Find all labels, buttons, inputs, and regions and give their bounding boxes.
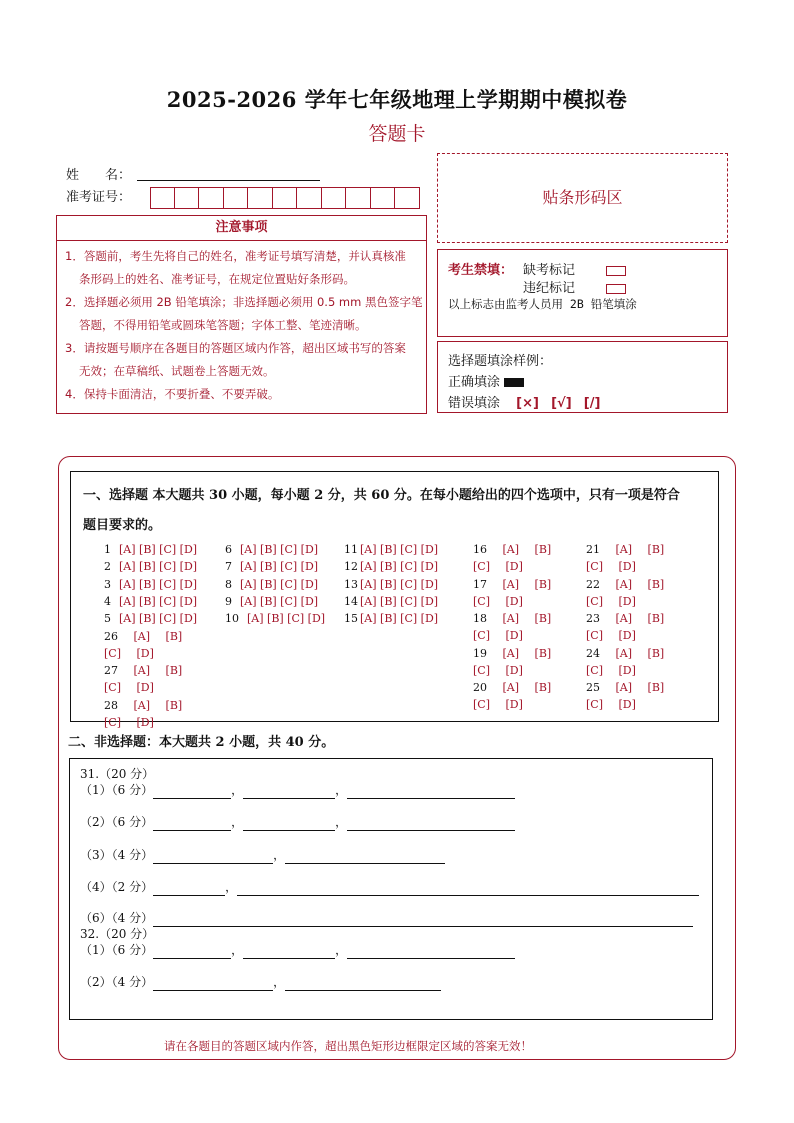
answer-options[interactable]: [A] [B] [C] [D] (586, 681, 665, 712)
choice-question (104, 610, 197, 627)
wrong-mark-slash: [/] (583, 396, 601, 411)
choice-question (586, 576, 696, 610)
choice-question (344, 541, 438, 558)
name-field[interactable] (137, 180, 320, 181)
question-number: 19 (473, 646, 487, 660)
question-number: 7 (225, 560, 232, 574)
nonchoice-section (69, 758, 713, 1020)
choice-section-header-cont: 题目要求的。 (83, 518, 162, 533)
violation-mark-box[interactable] (606, 284, 626, 294)
id-digit-cell[interactable] (248, 187, 273, 209)
q32-part1 (80, 941, 515, 959)
answer-options[interactable]: [A] [B] [C] [D] (473, 612, 552, 643)
answer-options[interactable]: [A] [B] [C] [D] (360, 560, 439, 574)
answer-options[interactable]: [A] [B] [C] [D] (104, 629, 183, 660)
answer-options[interactable]: [A] [B] [C] [D] (240, 560, 319, 574)
question-number: 4 (104, 594, 111, 608)
answer-options[interactable]: [A] [B] [C] [D] (119, 612, 198, 626)
notice-item (57, 383, 426, 406)
choice-question (104, 628, 214, 662)
forbidden-label: 考生禁填： (448, 263, 514, 278)
correct-fill-label: 正确填涂 (448, 375, 501, 390)
choice-question (225, 558, 318, 575)
answer-blank[interactable] (153, 976, 273, 991)
answer-options[interactable]: [A] [B] [C] [D] (104, 664, 183, 695)
comma: ， (231, 943, 244, 957)
choice-question (344, 576, 438, 593)
fill-sample-box (437, 341, 728, 413)
answer-options[interactable]: [A] [B] [C] [D] (240, 594, 319, 608)
choice-question (104, 558, 197, 575)
notice-item-line: 2．选择题必须用 2B 铅笔填涂；非选择题必须用 0.5 mm 黑色签字笔 (65, 295, 423, 309)
question-number: 27 (104, 664, 118, 678)
notice-item-line: 3．请按题号顺序在各题目的答题区域内作答，超出区域书写的答案 (65, 341, 406, 355)
id-digit-cell[interactable] (297, 187, 322, 209)
question-number: 10 (225, 612, 239, 626)
choice-question (473, 679, 583, 713)
answer-blank[interactable] (237, 881, 699, 896)
id-digit-cell[interactable] (224, 187, 249, 209)
notice-title: 注意事项 (57, 216, 426, 241)
q31-part4 (80, 878, 699, 896)
id-label: 准考证号： (66, 190, 132, 205)
notice-item-line: 无效；在草稿纸、试题卷上答题无效。 (79, 364, 275, 378)
id-digit-cell[interactable] (273, 187, 298, 209)
question-number: 1 (104, 543, 111, 556)
answer-options[interactable]: [A] [B] [C] [D] (360, 594, 439, 608)
question-number: 3 (104, 577, 111, 591)
question-number: 12 (344, 560, 358, 574)
choice-question (104, 541, 197, 558)
choice-question (104, 662, 214, 696)
choice-question (344, 610, 438, 627)
choice-section (70, 471, 719, 729)
q31-part4-label: （4）（2 分） (80, 880, 154, 894)
nonchoice-section-header: 二、非选择题：本大题共 2 小题，共 40 分。 (68, 735, 335, 750)
choice-question (225, 593, 318, 610)
forbidden-box (437, 249, 728, 337)
forbidden-note: 以上标志由监考人员用 2B 铅笔填涂 (448, 297, 637, 311)
answer-options[interactable]: [A] [B] [C] [D] (586, 577, 665, 608)
absent-label: 缺考标记 (523, 263, 576, 278)
answer-options[interactable]: [A] [B] [C] [D] (119, 560, 198, 574)
comma: ， (231, 815, 244, 829)
page-title: 2025-2026 学年七年级地理上学期期中模拟卷 (166, 87, 628, 112)
fill-sample-title: 选择题填涂样例： (448, 354, 553, 369)
answer-options[interactable]: [A] [B] [C] [D] (119, 594, 198, 608)
id-digit-cell[interactable] (199, 187, 224, 209)
correct-fill-sample (504, 378, 524, 387)
answer-blank[interactable] (243, 784, 335, 799)
q31-part1 (80, 781, 515, 799)
comma: ， (335, 943, 348, 957)
q31-part2 (80, 813, 515, 831)
choice-question (344, 558, 438, 575)
choice-question (473, 541, 583, 575)
question-number: 25 (586, 681, 600, 695)
answer-blank[interactable] (153, 912, 693, 927)
question-number: 11 (344, 543, 358, 556)
q31-part1-label: （1）（6 分） (80, 783, 154, 797)
q32-title: 32.（20 分） (80, 927, 155, 941)
answer-options[interactable]: [A] [B] [C] [D] (473, 543, 552, 573)
wrong-mark-check: [√] (551, 396, 572, 411)
comma: ， (225, 880, 238, 894)
choice-question (586, 679, 696, 713)
q31-title: 31.（20 分） (80, 767, 155, 781)
question-number: 17 (473, 577, 487, 591)
notice-item (57, 245, 426, 291)
q32-part2 (80, 973, 441, 991)
id-digit-cell[interactable] (395, 187, 420, 209)
question-number: 5 (104, 612, 111, 626)
absent-mark-box[interactable] (606, 266, 626, 276)
id-digit-cell[interactable] (346, 187, 371, 209)
id-digit-cell[interactable] (150, 187, 175, 209)
question-number: 20 (473, 681, 487, 695)
question-number: 21 (586, 543, 600, 556)
question-number: 9 (225, 594, 232, 608)
barcode-area (437, 153, 728, 243)
answer-options[interactable]: [A] [B] [C] [D] (247, 612, 326, 626)
answer-options[interactable]: [A] [B] [C] [D] (473, 646, 552, 677)
choice-question (225, 541, 318, 558)
answer-blank[interactable] (243, 816, 335, 831)
comma: ， (231, 783, 244, 797)
answer-blank[interactable] (153, 784, 231, 799)
q31-part3-label: （3）（4 分） (80, 848, 154, 862)
answer-blank[interactable] (347, 816, 515, 831)
answer-blank[interactable] (153, 881, 225, 896)
violation-label: 违纪标记 (523, 281, 576, 296)
barcode-label: 贴条形码区 (542, 188, 623, 207)
choice-question (586, 610, 696, 644)
id-digit-cell[interactable] (371, 187, 396, 209)
question-number: 26 (104, 629, 118, 643)
answer-blank[interactable] (153, 816, 231, 831)
q32-part2-label: （2）（4 分） (80, 975, 154, 989)
answer-options[interactable]: [A] [B] [C] [D] (240, 577, 319, 591)
question-number: 2 (104, 560, 111, 574)
id-digit-cell[interactable] (175, 187, 200, 209)
q32-part1-label: （1）（6 分） (80, 943, 154, 957)
page-subtitle: 答题卡 (368, 123, 426, 145)
notice-item (57, 337, 426, 383)
wrong-mark-x: [×] (516, 396, 539, 411)
notice-item-line: 条形码上的姓名、准考证号，在规定位置贴好条形码。 (79, 272, 355, 286)
answer-blank[interactable] (347, 784, 515, 799)
answer-options[interactable]: [A] [B] [C] [D] (473, 681, 552, 712)
answer-options[interactable]: [A] [B] [C] [D] (240, 543, 319, 556)
q31-part2-label: （2）（6 分） (80, 815, 154, 829)
notice-item-line: 1．答题前，考生先将自己的姓名，准考证号填写清楚，并认真核准 (65, 249, 406, 263)
answer-options[interactable]: [A] [B] [C] [D] (104, 698, 183, 729)
question-number: 22 (586, 577, 600, 591)
choice-question (225, 610, 325, 627)
comma: ， (335, 815, 348, 829)
choice-section-header: 一、选择题 本大题共 30 小题，每小题 2 分，共 60 分。在每小题给出的四个选项中，只有一项是符合 (83, 488, 680, 503)
q31-part6 (80, 909, 693, 927)
name-label: 姓 名： (66, 168, 132, 183)
notice-item-line: 4．保持卡面清洁，不要折叠、不要弄破。 (65, 387, 280, 401)
answer-blank[interactable] (347, 944, 515, 959)
answer-blank[interactable] (285, 849, 445, 864)
comma: ， (273, 975, 286, 989)
answer-blank[interactable] (153, 849, 273, 864)
question-number: 14 (344, 594, 358, 608)
choice-question (473, 610, 583, 644)
answer-blank[interactable] (285, 976, 441, 991)
question-number: 28 (104, 698, 118, 712)
comma: ， (273, 848, 286, 862)
question-number: 23 (586, 612, 600, 626)
choice-question (344, 593, 438, 610)
question-number: 8 (225, 577, 232, 591)
notice-box (56, 215, 427, 414)
comma: ， (335, 783, 348, 797)
question-number: 13 (344, 577, 358, 591)
answer-options[interactable]: [A] [B] [C] [D] (586, 612, 665, 643)
notice-item (57, 291, 426, 337)
question-number: 15 (344, 612, 358, 626)
choice-question (586, 645, 696, 679)
choice-question (225, 576, 318, 593)
q31-part6-label: （6）（4 分） (80, 911, 154, 925)
answer-options[interactable]: [A] [B] [C] [D] (473, 577, 552, 608)
notice-item-line: 答题，不得用铅笔或圆珠笔答题；字体工整、笔迹清晰。 (79, 318, 367, 332)
wrong-fill-label: 错误填涂 (448, 396, 501, 411)
answer-options[interactable]: [A] [B] [C] [D] (360, 612, 439, 626)
question-number: 24 (586, 646, 600, 660)
answer-options[interactable]: [A] [B] [C] [D] (360, 577, 439, 591)
question-number: 16 (473, 543, 487, 556)
choice-question (473, 645, 583, 679)
answer-options[interactable]: [A] [B] [C] [D] (119, 577, 198, 591)
choice-question (586, 541, 696, 575)
answer-options[interactable]: [A] [B] [C] [D] (360, 543, 439, 556)
notice-list (57, 241, 426, 406)
q31-part3 (80, 846, 445, 864)
answer-options[interactable]: [A] [B] [C] [D] (586, 543, 665, 573)
id-digit-cell[interactable] (322, 187, 347, 209)
answer-blank[interactable] (243, 944, 335, 959)
answer-blank[interactable] (153, 944, 231, 959)
choice-question (104, 697, 214, 731)
answer-options[interactable]: [A] [B] [C] [D] (586, 646, 665, 677)
choice-question (473, 576, 583, 610)
footer-note: 请在各题目的答题区域内作答，超出黑色矩形边框限定区域的答案无效！ (164, 1039, 532, 1053)
id-number-grid[interactable] (150, 187, 420, 209)
choice-question (104, 593, 197, 610)
choice-question (104, 576, 197, 593)
answer-options[interactable]: [A] [B] [C] [D] (119, 543, 198, 556)
question-number: 18 (473, 612, 487, 626)
question-number: 6 (225, 543, 232, 556)
